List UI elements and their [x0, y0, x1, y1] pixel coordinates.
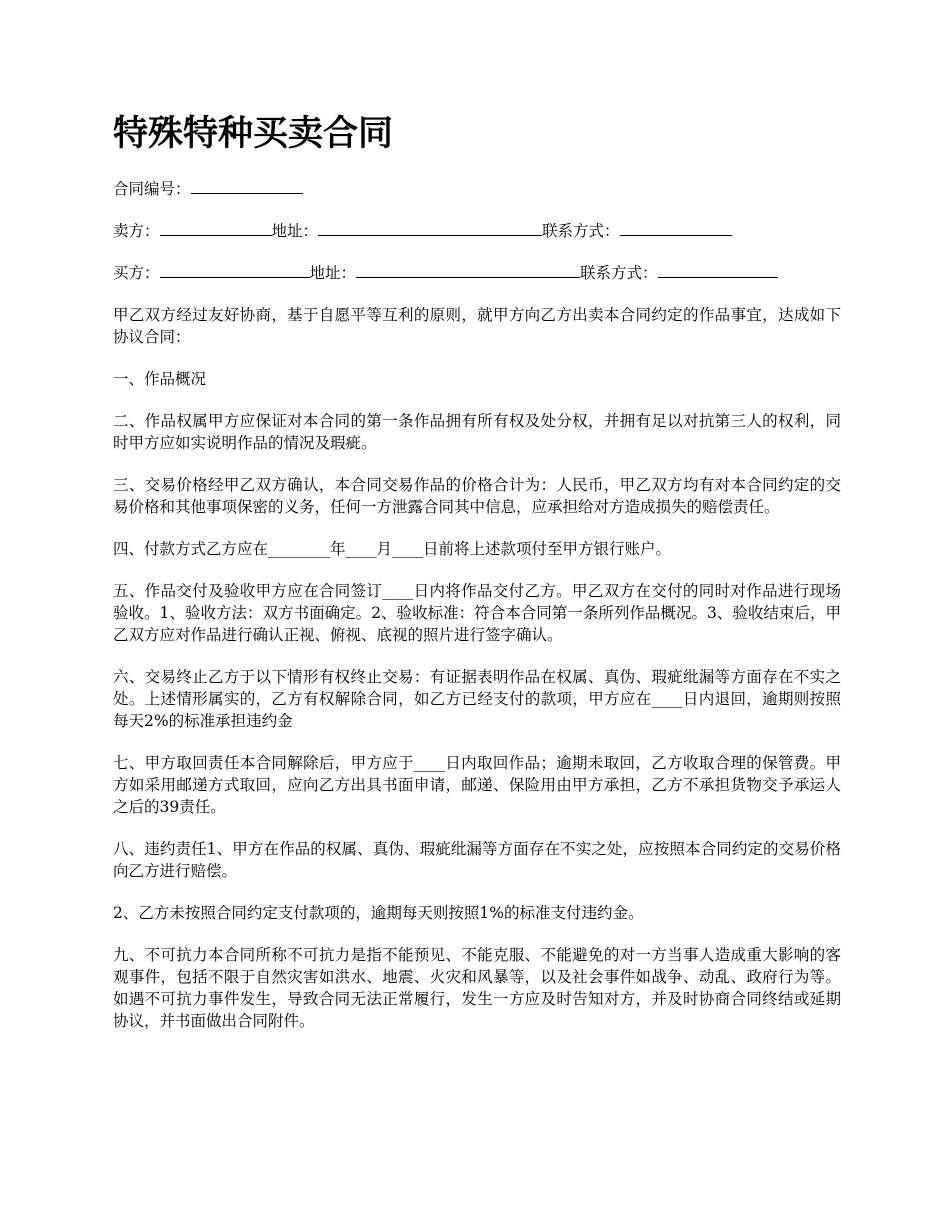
seller-address-blank — [318, 221, 542, 236]
paragraph-section-8: 八、违约责任1、甲方在作品的权属、真伪、瑕疵纰漏等方面存在不实之处，应按照本合同约定的交易价格向乙方进行赔偿。 — [113, 840, 841, 880]
document-title: 特殊特种买卖合同 — [113, 113, 394, 154]
seller-name-blank — [160, 221, 272, 236]
paragraph-section-6: 六、交易终止乙方于以下情形有权终止交易：有证据表明作品在权属、真伪、瑕疵纰漏等方面存在不实之处。上述情形属实的，乙方有权解除合同，如乙方已经支付的款项，甲方应在____日内退回，逾期则按照每天2%的标准承担违约金 — [113, 668, 841, 730]
buyer-contact-label: 联系方式： — [580, 264, 658, 282]
seller-address-label: 地址： — [271, 222, 319, 240]
buyer-address-label: 地址： — [309, 264, 357, 282]
seller-line — [113, 220, 841, 242]
buyer-name-blank — [160, 263, 310, 278]
paragraph-section-7: 七、甲方取回责任本合同解除后，甲方应于____日内取回作品；逾期未取回，乙方收取合理的保管费。甲方如采用邮递方式取回，应向乙方出具书面申请，邮递、保险用由甲方承担，乙方不承担货物交予承运人之后的39责任。 — [113, 754, 841, 816]
paragraph-section-2: 二、作品权属甲方应保证对本合同的第一条作品拥有所有权及处分权，并拥有足以对抗第三人的权利，同时甲方应如实说明作品的情况及瑕疵。 — [113, 412, 841, 452]
document-page — [113, 110, 841, 1052]
seller-label: 卖方： — [113, 222, 160, 240]
paragraph-section-3: 三、交易价格经甲乙双方确认，本合同交易作品的价格合计为：人民币，甲乙双方均有对本合同约定的交易价格和其他事项保密的义务，任何一方泄露合同其中信息，应承担给对方造成损失的赔偿责任。 — [113, 476, 841, 516]
buyer-label: 买方： — [113, 264, 160, 282]
paragraph-section-5: 五、作品交付及验收甲方应在合同签订____日内将作品交付乙方。甲乙双方在交付的同时对作品进行现场验收。1、验收方法：双方书面确定。2、验收标准：符合本合同第一条所列作品概况。3、验收结束后，甲乙双方应对作品进行确认正视、俯视、底视的照片进行签字确认。 — [113, 582, 841, 644]
seller-contact-blank — [620, 221, 732, 236]
seller-contact-label: 联系方式： — [542, 222, 620, 240]
paragraph-section-8-2: 2、乙方未按照合同约定支付款项的，逾期每天则按照1%的标准支付违约金。 — [113, 904, 644, 922]
buyer-address-blank — [356, 263, 580, 278]
paragraph-section-1: 一、作品概况 — [113, 370, 207, 388]
paragraph-intro: 甲乙双方经过友好协商，基于自愿平等互利的原则，就甲方向乙方出卖本合同约定的作品事宜，达成如下协议合同： — [113, 306, 841, 346]
paragraph-section-9: 九、不可抗力本合同所称不可抗力是指不能预见、不能克服、不能避免的对一方当事人造成重大影响的客观事件，包括不限于自然灾害如洪水、地震、火灾和风暴等，以及社会事件如战争、动乱、政府行为等。如遇不可抗力事件发生，导致合同无法正常履行，发生一方应及时告知对方，并及时协商合同终结或延期协议，并书面做出合同附件。 — [113, 946, 841, 1030]
buyer-line — [113, 262, 841, 284]
contract-number-label: 合同编号： — [113, 180, 191, 198]
contract-number-line — [113, 178, 841, 200]
paragraph-section-4: 四、付款方式乙方应在________年____月____日前将上述款项付至甲方银行账户。 — [113, 540, 672, 558]
contract-number-blank — [191, 179, 303, 194]
buyer-contact-blank — [658, 263, 778, 278]
